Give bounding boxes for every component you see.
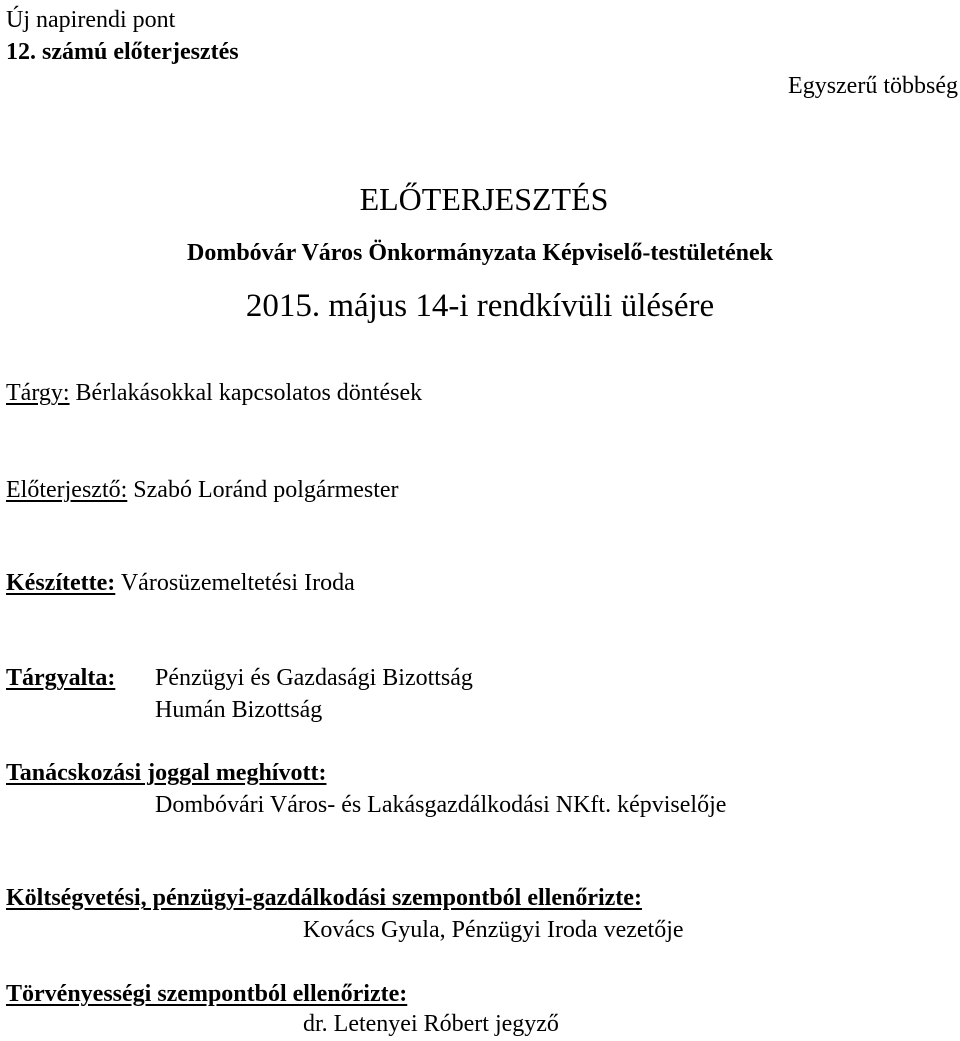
legal-check-value: dr. Letenyei Róbert jegyző	[303, 1011, 559, 1037]
document-title: ELŐTERJESZTÉS	[359, 181, 609, 217]
meeting-date: 2015. május 14-i rendkívüli ülésére	[245, 288, 715, 324]
presenter-row	[6, 478, 399, 502]
budget-check-value: Kovács Gyula, Pénzügyi Iroda vezetője	[303, 917, 684, 943]
subject-row	[6, 381, 422, 405]
presenter-value: Szabó Loránd polgármester	[133, 477, 399, 503]
addressee: Dombóvár Város Önkormányzata Képviselő-testületének	[187, 240, 773, 266]
invited-value: Dombóvári Város- és Lakásgazdálkodási NKft. képviselője	[155, 792, 727, 818]
subject-value: Bérlakásokkal kapcsolatos döntések	[75, 380, 423, 406]
agenda-item-label: Új napirendi pont	[6, 7, 176, 33]
proposal-number: 12. számú előterjesztés	[6, 39, 239, 65]
invited-label: Tanácskozási joggal meghívott:	[6, 760, 327, 786]
legal-check-label: Törvényességi szempontból ellenőrizte:	[6, 981, 408, 1007]
subject-label: Tárgy:	[6, 380, 70, 406]
prepared-value: Városüzemeltetési Iroda	[120, 570, 355, 596]
discussed-committee-2: Humán Bizottság	[155, 697, 323, 723]
discussed-label: Tárgyalta:	[6, 665, 116, 691]
presenter-label: Előterjesztő:	[6, 477, 128, 503]
prepared-row	[6, 571, 355, 595]
budget-check-label: Költségvetési, pénzügyi-gazdálkodási szempontból ellenőrizte:	[6, 885, 642, 911]
discussed-committee-1: Pénzügyi és Gazdasági Bizottság	[155, 665, 473, 691]
voting-requirement: Egyszerű többség	[788, 73, 958, 99]
prepared-label: Készítette:	[6, 570, 116, 596]
